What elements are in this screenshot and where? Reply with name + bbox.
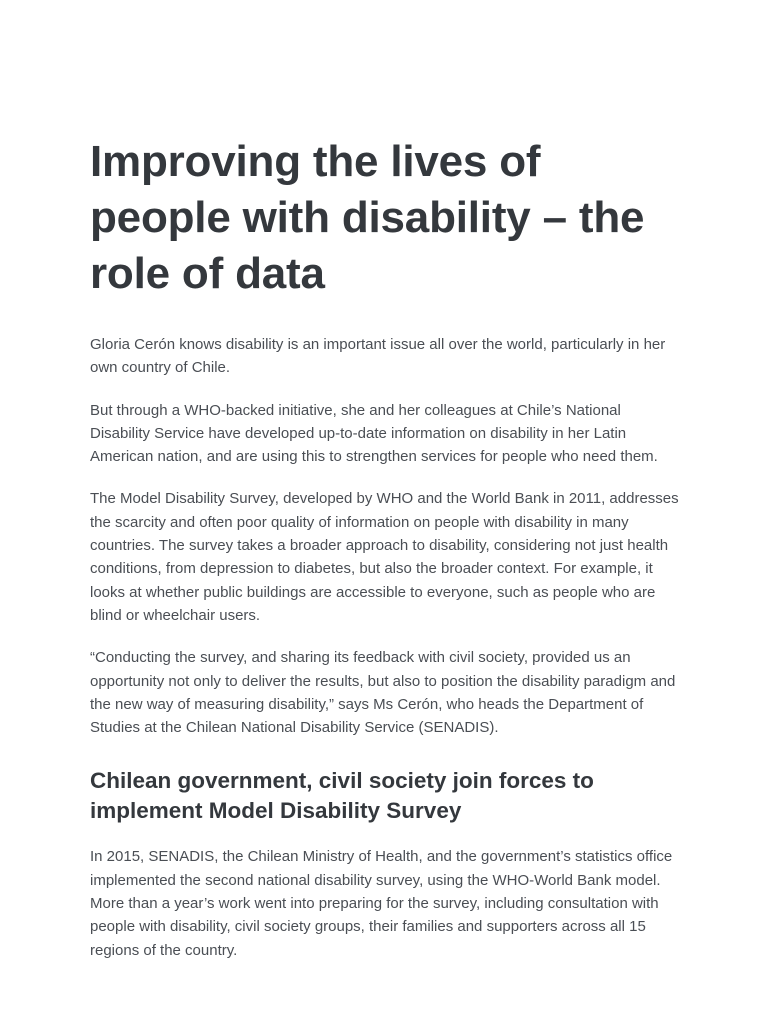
- section-paragraph: In 2015, SENADIS, the Chilean Ministry of Health, and the government’s statistics office implemented the second national disability survey, using the WHO-World Bank model. More than a year’s work went into preparing for the survey, including consultation with people with disability, civil society groups, their families and supporters across all 15 regions of the country.: [90, 848, 673, 959]
- article-paragraph: Gloria Cerón knows disability is an important issue all over the world, particularly in her own country of Chile.: [90, 336, 666, 377]
- article: [90, 134, 682, 981]
- section-heading: Chilean government, civil society join forces to implement Model Disability Survey: [90, 768, 594, 824]
- article-title: Improving the lives of people with disability – the role of data: [90, 137, 645, 298]
- article-paragraph: The Model Disability Survey, developed by WHO and the World Bank in 2011, addresses the scarcity and often poor quality of information on people with disability in many countries. The survey takes a broader approach to disability, considering not just health conditions, from depression to diabetes, but also the broader context. For example, it looks at whether public buildings are accessible to everyone, such as people who are blind or wheelchair users.: [90, 490, 679, 624]
- article-paragraph: “Conducting the survey, and sharing its feedback with civil society, provided us an opportunity not only to deliver the results, but also to position the disability paradigm and the new way of measuring disability,” says Ms Cerón, who heads the Department of Studies at the Chilean National Disability Service (SENADIS).: [90, 649, 676, 737]
- article-paragraph: But through a WHO-backed initiative, she and her colleagues at Chile’s National Disability Service have developed up-to-date information on disability in her Latin American nation, and are using this to strengthen services for people who need them.: [90, 401, 658, 466]
